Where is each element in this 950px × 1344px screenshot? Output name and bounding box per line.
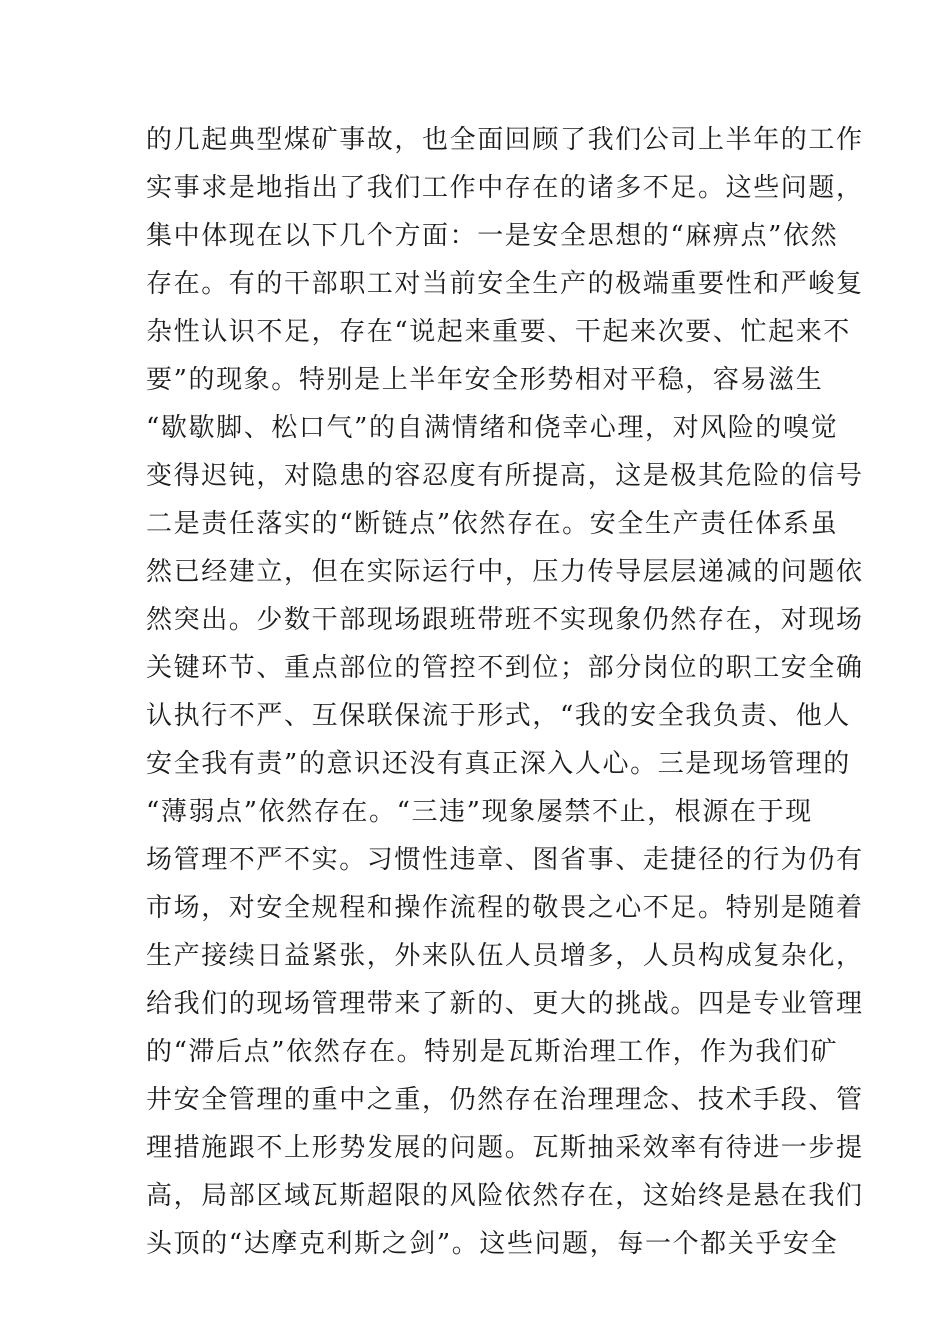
text-line-15: “薄弱点”依然存在。“三违”现象屡禁不止，根源在于现	[146, 797, 813, 827]
text-line-1: 的几起典型煤矿事故，也全面回顾了我们公司上半年的工作	[146, 125, 864, 155]
text-line-19: 给我们的现场管理带来了新的、更大的挑战。四是专业管理	[146, 989, 864, 1019]
text-line-20: 的“滞后点”依然存在。特别是瓦斯治理工作，作为我们矿	[146, 1037, 839, 1067]
text-line-22: 理措施跟不上形势发展的问题。瓦斯抽采效率有待进一步提	[146, 1133, 864, 1163]
text-line-3: 集中体现在以下几个方面：一是安全思想的“麻痹点”依然	[146, 221, 839, 251]
text-line-6: 要”的现象。特别是上半年安全形势相对平稳，容易滋生	[146, 365, 824, 395]
text-line-10: 然已经建立，但在实际运行中，压力传导层层递减的问题依	[146, 557, 864, 587]
text-line-11: 然突出。少数干部现场跟班带班不实现象仍然存在，对现场	[146, 605, 864, 635]
text-line-8: 变得迟钝，对隐患的容忍度有所提高，这是极其危险的信号	[146, 461, 864, 491]
text-line-24: 头顶的“达摩克利斯之剑”。这些问题，每一个都关乎安全	[146, 1229, 839, 1259]
text-line-16: 场管理不严不实。习惯性违章、图省事、走捷径的行为仍有	[146, 845, 864, 875]
text-line-7: “歇歇脚、松口气”的自满情绪和侥幸心理，对风险的嗅觉	[146, 413, 839, 443]
text-line-21: 井安全管理的重中之重，仍然存在治理理念、技术手段、管	[146, 1085, 864, 1115]
text-line-14: 安全我有责”的意识还没有真正深入人心。三是现场管理的	[146, 749, 851, 779]
text-line-4: 存在。有的干部职工对当前安全生产的极端重要性和严峻复	[146, 269, 864, 299]
text-line-13: 认执行不严、互保联保流于形式，“我的安全我负责、他人	[146, 701, 851, 731]
text-line-2: 实事求是地指出了我们工作中存在的诸多不足。这些问题，	[146, 173, 864, 203]
text-line-23: 高，局部区域瓦斯超限的风险依然存在，这始终是悬在我们	[146, 1181, 864, 1211]
text-line-9: 二是责任落实的“断链点”依然存在。安全生产责任体系虽	[146, 509, 839, 539]
text-line-5: 杂性认识不足，存在“说起来重要、干起来次要、忙起来不	[146, 317, 851, 347]
body-text	[146, 116, 864, 1268]
text-line-12: 关键环节、重点部位的管控不到位；部分岗位的职工安全确	[146, 653, 864, 683]
text-line-17: 市场，对安全规程和操作流程的敬畏之心不足。特别是随着	[146, 893, 864, 923]
text-line-18: 生产接续日益紧张，外来队伍人员增多，人员构成复杂化，	[146, 941, 864, 971]
